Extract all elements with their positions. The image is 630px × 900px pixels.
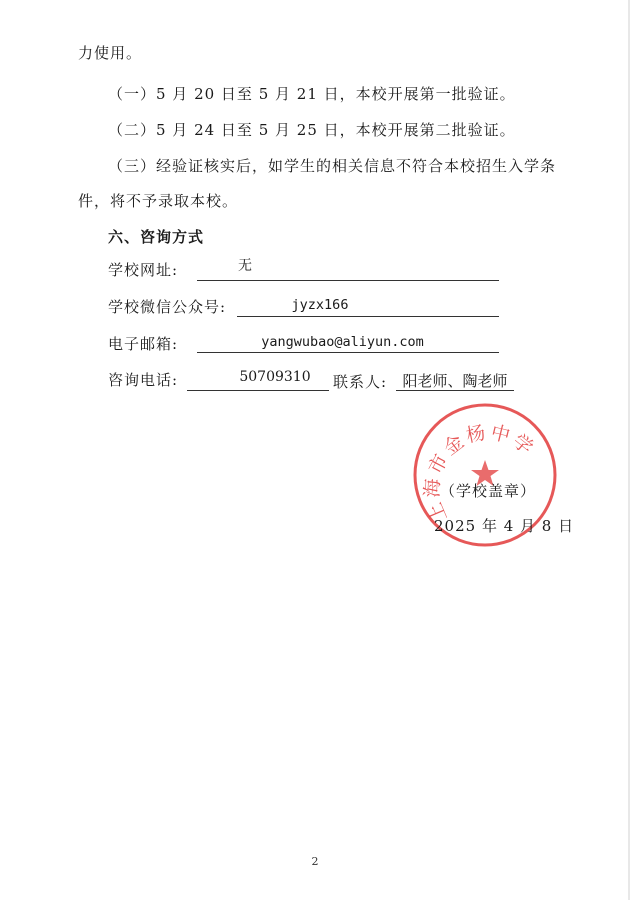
paragraph-item-3-cont: 件，将不予录取本校。 [78, 192, 239, 210]
paragraph-item-1: （一）5 月 20 日至 5 月 21 日，本校开展第一批验证。 [108, 85, 516, 103]
wechat-underline [237, 316, 499, 317]
paragraph-item-3: （三）经验证核实后，如学生的相关信息不符合本校招生入学条 [108, 157, 557, 175]
paragraph-item-2: （二）5 月 24 日至 5 月 25 日，本校开展第二批验证。 [108, 121, 516, 139]
page-number: 2 [311, 855, 319, 868]
seal-text-path: 上海市金杨中学 [421, 421, 540, 526]
website-underline [197, 280, 499, 281]
paragraph-continuation: 力使用。 [78, 44, 143, 62]
email-value: yangwubao@aliyun.com [261, 334, 424, 350]
contact-person-label: 联系人: [333, 373, 388, 391]
website-label: 学校网址: [108, 261, 179, 279]
email-label: 电子邮箱: [108, 335, 179, 353]
phone-label: 咨询电话: [108, 371, 179, 389]
wechat-label: 学校微信公众号: [108, 298, 227, 316]
website-value: 无 [238, 258, 252, 274]
seal-note: （学校盖章） [440, 482, 537, 500]
contact-person-value: 阳老师、陶老师 [402, 372, 508, 390]
phone-value: 50709310 [239, 369, 311, 385]
phone-underline [187, 390, 329, 391]
email-underline [197, 352, 499, 353]
section-heading: 六、咨询方式 [108, 228, 205, 246]
wechat-value: jyzx166 [291, 297, 349, 313]
signature-date: 2025 年 4 月 8 日 [434, 517, 575, 535]
